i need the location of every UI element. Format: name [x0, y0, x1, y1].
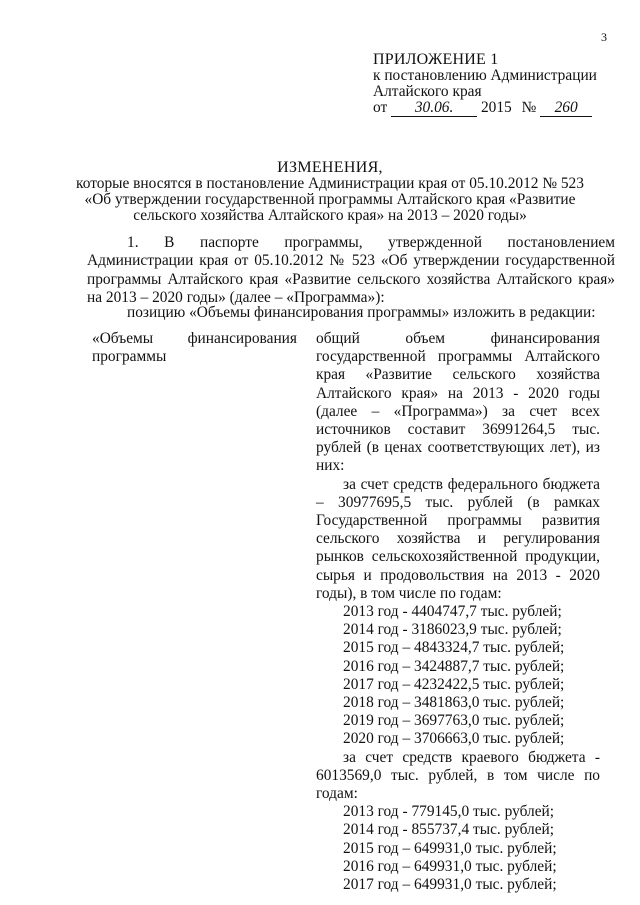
year-line: 2015 год – 649931,0 тыс. рублей; [343, 839, 557, 857]
year-line: 2017 год – 4232422,5 тыс. рублей; [343, 675, 565, 693]
year-line: 2019 год – 3697763,0 тыс. рублей; [343, 712, 565, 730]
annex-line: Алтайского края [373, 83, 482, 100]
position-line: позицию «Объемы финансирования программы» изложить в редакции: [127, 304, 596, 321]
heading-title: ИЗМЕНЕНИЯ, [277, 159, 383, 176]
document-heading [70, 160, 590, 224]
year-line: 2017 год – 649931,0 тыс. рублей; [343, 876, 557, 894]
order-number: 260 [540, 100, 592, 117]
paragraph-1: 1. В паспорте программы, утвержденной постановлением Администрации края от 05.10.2012 № 523 «Об утверждении государственной программы Алтайского края «Развитие сельского хозяйства Алтайского края» на 2013 – 2020 годы» (далее – «Программа»): [87, 234, 615, 306]
ot-label: от [373, 99, 388, 116]
year-line: 2014 год - 3186023,9 тыс. рублей; [343, 621, 562, 639]
annex-line: к постановлению Администрации [373, 67, 597, 84]
year-line: 2016 год – 3424887,7 тыс. рублей; [343, 657, 565, 675]
left-word: «Объемы [92, 330, 154, 347]
federal-years-list [316, 603, 600, 749]
table-left-cell [92, 330, 297, 366]
year-line: 2013 год - 779145,0 тыс. рублей; [343, 803, 555, 821]
order-line [373, 100, 623, 117]
page-number: 3 [601, 30, 607, 44]
number-sign: № [521, 99, 537, 116]
heading-line: сельского хозяйства Алтайского края» на 2013 – 2020 годы» [133, 207, 527, 224]
federal-budget: за счет средств федерального бюджета – 30977695,5 тыс. рублей (в рамках Государственной программы развития сельского хозяйства и регулирования рынков сельскохозяйственной продукции, сырья и продовольствия на 2013 - 2020 годы), в том числе по годам: [316, 475, 600, 602]
left-line: программы [92, 348, 167, 365]
year-line: 2015 год – 4843324,7 тыс. рублей; [343, 639, 565, 657]
year-line: 2014 год - 855737,4 тыс. рублей; [343, 821, 555, 839]
year-line: 2020 год – 3706663,0 тыс. рублей; [343, 730, 565, 748]
left-word: финансирования [187, 330, 297, 347]
year-line: 2016 год – 649931,0 тыс. рублей; [343, 857, 557, 875]
year-line: 2018 год – 3481863,0 тыс. рублей; [343, 694, 565, 712]
heading-line: которые вносятся в постановление Администрации края от 05.10.2012 № 523 [76, 175, 584, 192]
annex-title: ПРИЛОЖЕНИЕ 1 [373, 51, 499, 68]
regional-budget: за счет средств краевого бюджета - 6013569,0 тыс. рублей, в том числе по годам: [316, 748, 600, 803]
annex-block [373, 52, 623, 117]
table-right-cell [316, 330, 600, 894]
order-date: 30.06. [391, 100, 477, 117]
heading-line: «Об утверждении государственной программы Алтайского края «Развитие [84, 191, 576, 208]
year-line: 2013 год - 4404747,7 тыс. рублей; [343, 603, 562, 621]
financing-intro: общий объем финансирования государственной программы Алтайского края «Развитие сельского хозяйства Алтайского края» на 2013 - 2020 годы (далее – «Программа») за счет всех источников составит 36991264,5 тыс. рублей (в ценах соответствующих лет), из них: [316, 330, 600, 475]
regional-years-list [316, 803, 600, 894]
order-year: 2015 [480, 99, 512, 116]
